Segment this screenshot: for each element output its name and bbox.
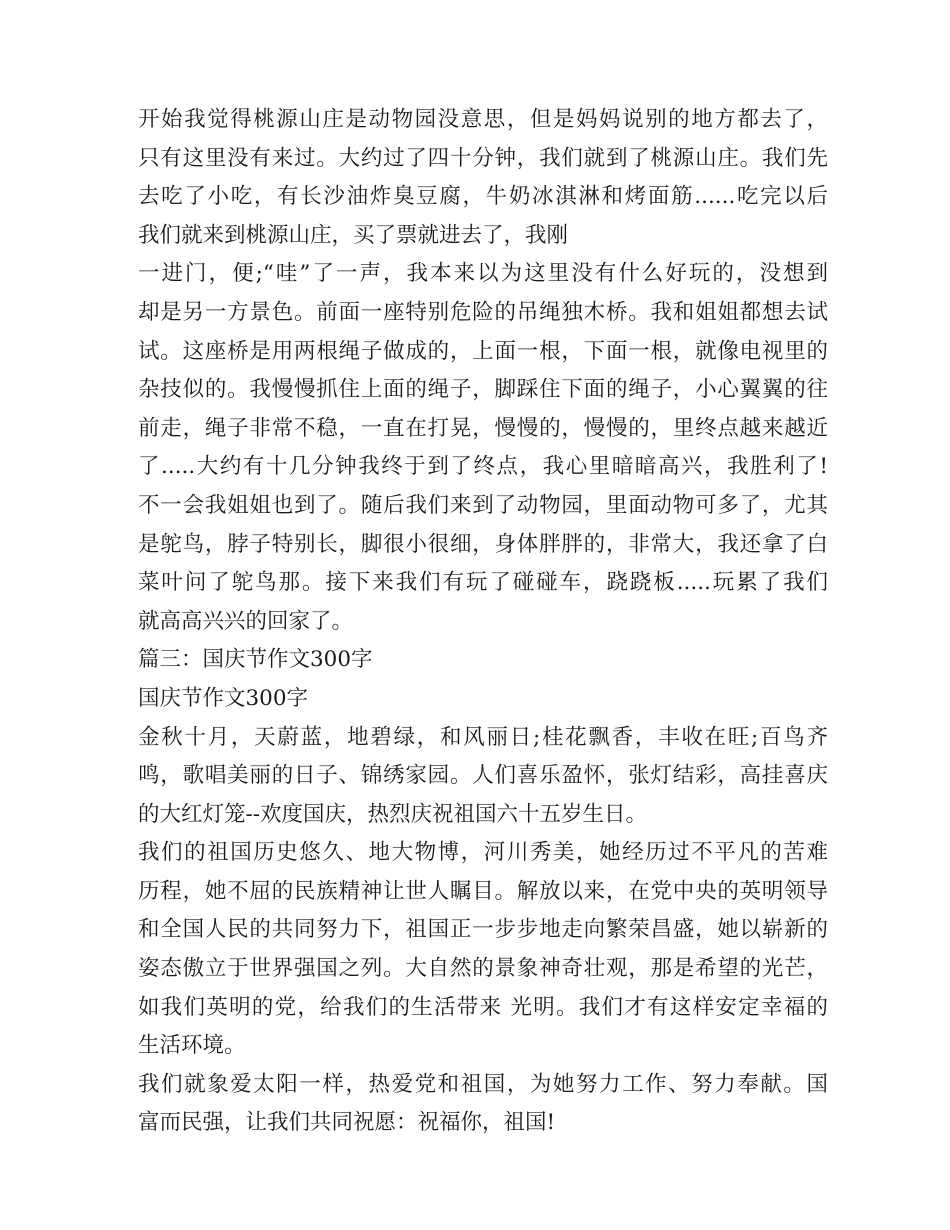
text-line: 和全国人民的共同努力下，祖国正一步步地走向繁荣昌盛，她以崭新的 bbox=[138, 917, 828, 943]
text-line: 金秋十月，天蔚蓝，地碧绿，和风丽日;桂花飘香，丰收在旺;百鸟齐 bbox=[138, 724, 828, 750]
text-line: 我们就来到桃源山庄，买了票就进去了，我刚 bbox=[138, 222, 569, 248]
text-line: 鸣，歌唱美丽的日子、锦绣家园。人们喜乐盈怀，张灯结彩，高挂喜庆 bbox=[138, 763, 828, 789]
text-line: 姿态傲立于世界强国之列。大自然的景象神奇壮观，那是希望的光芒， bbox=[138, 956, 828, 982]
text-line: 的大红灯笼--欢度国庆，热烈庆祝祖国六十五岁生日。 bbox=[138, 801, 648, 827]
text-line: 去吃了小吃，有长沙油炸臭豆腐，牛奶冰淇淋和烤面筋......吃完以后 bbox=[138, 184, 828, 210]
essay-title: 国庆节作文300字 bbox=[138, 685, 309, 711]
text-line: 就高高兴兴的回家了。 bbox=[138, 608, 354, 634]
text-line: 一进门，便;“哇”了一声，我本来以为这里没有什么好玩的，没想到 bbox=[138, 261, 828, 287]
text-line: 生活环境。 bbox=[138, 1033, 246, 1059]
text-line: 了.....大约有十几分钟我终于到了终点，我心里暗暗高兴，我胜利了! bbox=[138, 454, 828, 480]
text-line: 不一会我姐姐也到了。随后我们来到了动物园，里面动物可多了，尤其 bbox=[138, 492, 828, 518]
text-line: 菜叶问了鸵鸟那。接下来我们有玩了碰碰车，跷跷板.....玩累了我们 bbox=[138, 570, 828, 596]
text-line: 开始我觉得桃源山庄是动物园没意思，但是妈妈说别的地方都去了， bbox=[138, 107, 828, 132]
text-line: 只有这里没有来过。大约过了四十分钟，我们就到了桃源山庄。我们先 bbox=[138, 145, 828, 171]
text-line: 杂技似的。我慢慢抓住上面的绳子，脚踩住下面的绳子，小心翼翼的往 bbox=[138, 377, 828, 403]
text-line: 试。这座桥是用两根绳子做成的，上面一根，下面一根，就像电视里的 bbox=[138, 338, 828, 364]
text-line: 富而民强，让我们共同祝愿：祝福你，祖国! bbox=[138, 1110, 556, 1136]
text-line: 我们的祖国历史悠久、地大物博，河川秀美，她经历过不平凡的苦难 bbox=[138, 840, 828, 866]
text-line: 我们就象爱太阳一样，热爱党和祖国，为她努力工作、努力奉献。国 bbox=[138, 1071, 828, 1097]
text-line: 却是另一方景色。前面一座特别危险的吊绳独木桥。我和姐姐都想去试 bbox=[138, 299, 828, 325]
text-line: 如我们英明的党，给我们的生活带来 光明。我们才有这样安定幸福的 bbox=[138, 994, 828, 1020]
text-line: 历程，她不屈的民族精神让世人瞩目。解放以来，在党中央的英明领导 bbox=[138, 878, 828, 904]
text-line: 是鸵鸟，脖子特别长，脚很小很细，身体胖胖的，非常大，我还拿了白 bbox=[138, 531, 828, 557]
document-body bbox=[138, 101, 828, 1143]
section-heading: 篇三：国庆节作文300字 bbox=[138, 647, 373, 673]
text-line: 前走，绳子非常不稳，一直在打晃，慢慢的，慢慢的，里终点越来越近 bbox=[138, 415, 828, 441]
